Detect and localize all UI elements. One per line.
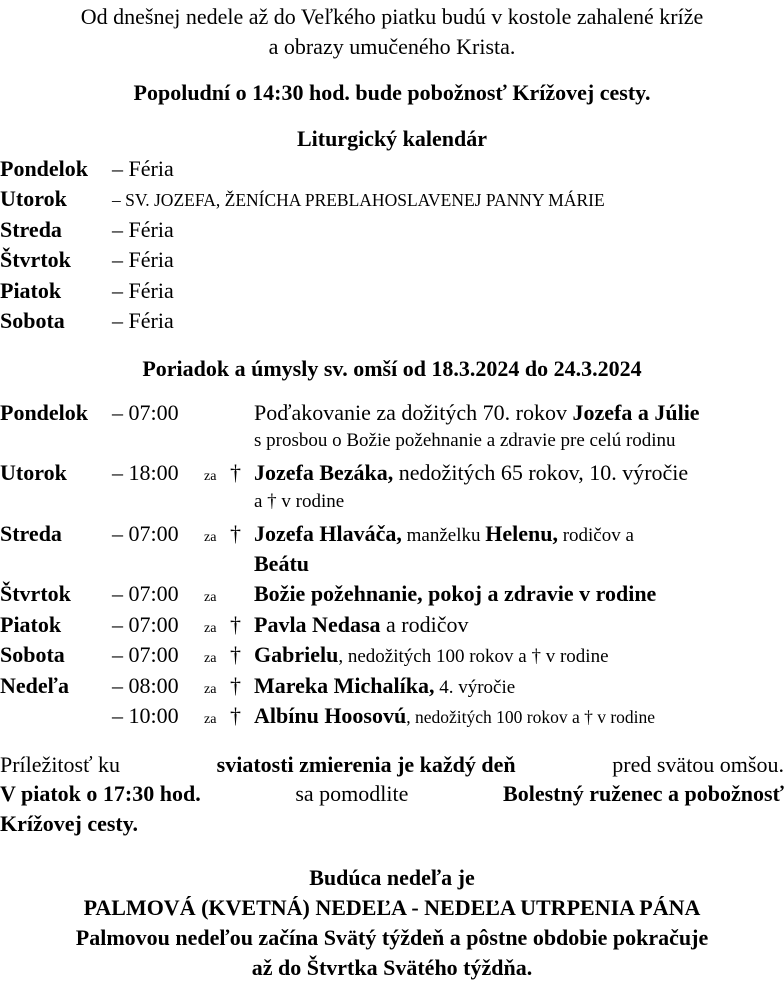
calendar-title: Liturgický kalendár — [296, 125, 488, 151]
calendar-list — [0, 154, 784, 337]
intro-paragraph — [0, 2, 784, 62]
cross-symbol: † — [230, 703, 241, 729]
mass-day: Štvrtok — [0, 581, 71, 607]
za-label: za — [204, 712, 217, 728]
next-sunday-line-4: až do Štvrtka Svätého týždňa. — [251, 954, 533, 980]
calendar-day: Pondelok — [0, 155, 89, 181]
za-label: za — [204, 469, 217, 485]
intro-line-2: a obrazy umučeného Krista. — [268, 33, 516, 59]
mass-day: Sobota — [0, 642, 65, 668]
mass-day: Nedeľa — [0, 672, 69, 698]
calendar-row — [0, 245, 784, 276]
calendar-row — [0, 184, 784, 215]
calendar-day: Streda — [0, 216, 62, 242]
mass-row — [0, 640, 784, 671]
next-sunday-title: PALMOVÁ (KVETNÁ) NEDEĽA - NEDEĽA UTRPENIA PÁNA — [83, 895, 701, 921]
mass-schedule — [0, 398, 784, 732]
calendar-day: Sobota — [0, 308, 65, 334]
mass-intention: Jozefa Bezáka, nedožitých 65 rokov, 10. výročie — [254, 460, 689, 486]
mass-intention: Poďakovanie za dožitých 70. rokov Jozefa a Júlie — [254, 399, 700, 425]
mass-row — [0, 610, 784, 641]
za-label: za — [204, 681, 217, 697]
mass-time: – 07:00 — [112, 611, 179, 637]
mass-row — [0, 458, 784, 489]
mass-time: – 07:00 — [112, 520, 179, 546]
mass-intention: Gabrielu, nedožitých 100 rokov a † v rodine — [254, 642, 609, 668]
mass-intention-cont: s prosbou o Božie požehnanie a zdravie pre celú rodinu — [254, 430, 676, 452]
calendar-day: Piatok — [0, 277, 62, 303]
mass-intention: Mareka Michalíka, 4. výročie — [254, 672, 516, 698]
mass-schedule-title: Poriadok a úmysly sv. omší od 18.3.2024 do 24.3.2024 — [142, 355, 642, 381]
mass-time: – 18:00 — [112, 460, 179, 486]
mass-row — [0, 519, 784, 550]
calendar-row — [0, 215, 784, 246]
cross-symbol: † — [230, 672, 241, 698]
za-label: za — [204, 620, 217, 636]
mass-time: – 07:00 — [112, 642, 179, 668]
mass-row — [0, 579, 784, 610]
calendar-value: – Féria — [112, 277, 174, 303]
afternoon-announcement: Popoludní o 14:30 hod. bude pobožnosť Krížovej cesty. — [133, 79, 651, 105]
cross-symbol: † — [230, 520, 241, 546]
mass-time: – 07:00 — [112, 399, 179, 425]
mass-intention-cont: a † v rodine — [254, 490, 345, 512]
mass-intention: Albínu Hoosovú, nedožitých 100 rokov a † v rodine — [254, 703, 656, 729]
mass-day: Pondelok — [0, 399, 89, 425]
intro-line-1: Od dnešnej nedele až do Veľkého piatku budú v kostole zahalené kríže — [80, 4, 704, 29]
calendar-value: – Féria — [112, 247, 174, 273]
mass-day: Utorok — [0, 460, 67, 486]
mass-intention: Jozefa Hlaváča, manželku Helenu, rodičov a — [254, 520, 634, 546]
mass-intention-cont: Beátu — [254, 551, 309, 577]
calendar-row — [0, 276, 784, 307]
mass-time: – 08:00 — [112, 672, 179, 698]
calendar-value: – Féria — [112, 308, 174, 334]
next-sunday-announcement — [0, 863, 784, 983]
mass-day: Piatok — [0, 611, 62, 637]
mass-intention: Božie požehnanie, pokoj a zdravie v rodine — [254, 581, 657, 607]
calendar-value: – SV. JOZEFA, ŽENÍCHA PREBLAHOSLAVENEJ PANNY MÁRIE — [112, 190, 605, 211]
confession-note: Príležitosť ku sviatosti zmierenia je každý deň pred svätou omšou. V piatok o 17:30 hod. sa pomodlite Bolestný ruženec a pobožnosť Krížovej cesty. — [0, 751, 784, 837]
mass-row — [0, 701, 784, 732]
next-sunday-line-3: Palmovou nedeľou začína Svätý týždeň a pôstne obdobie pokračuje — [75, 925, 709, 951]
calendar-value: – Féria — [112, 155, 174, 181]
calendar-row — [0, 306, 784, 337]
next-sunday-line-1: Budúca nedeľa je — [309, 865, 475, 891]
mass-intention: Pavla Nedasa a rodičov — [254, 611, 469, 637]
mass-time: – 07:00 — [112, 581, 179, 607]
calendar-day: Štvrtok — [0, 247, 71, 273]
calendar-row — [0, 154, 784, 185]
mass-row — [0, 398, 784, 429]
za-label: za — [204, 590, 217, 606]
calendar-day: Utorok — [0, 186, 67, 212]
mass-day: Streda — [0, 520, 62, 546]
za-label: za — [204, 529, 217, 545]
mass-row — [0, 671, 784, 702]
cross-symbol: † — [230, 611, 241, 637]
cross-symbol: † — [230, 460, 241, 486]
cross-symbol: † — [230, 642, 241, 668]
mass-time: – 10:00 — [112, 703, 179, 729]
za-label: za — [204, 651, 217, 667]
calendar-value: – Féria — [112, 216, 174, 242]
